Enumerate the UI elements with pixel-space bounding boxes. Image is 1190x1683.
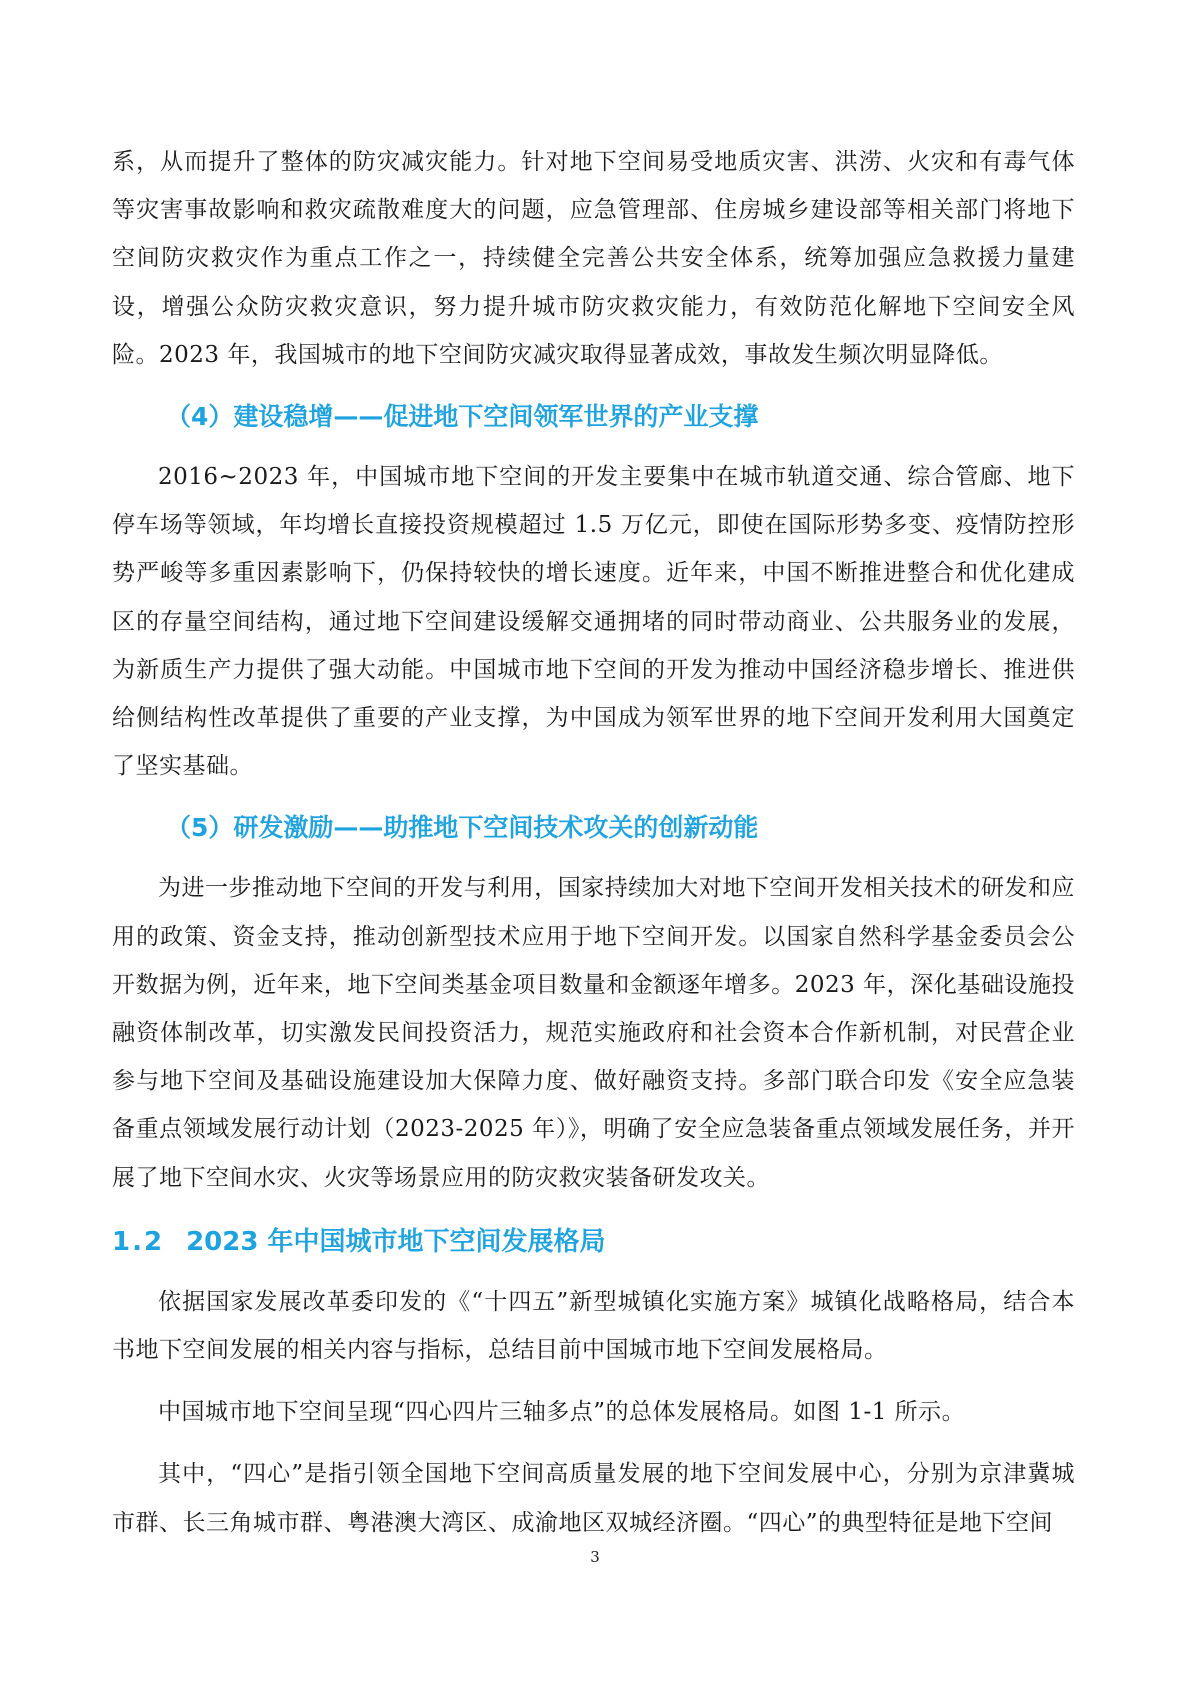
page-number: 3 (590, 1548, 600, 1566)
paragraph-rd-incentive: 为进一步推动地下空间的开发与利用，国家持续加大对地下空间开发相关技术的研发和应用的政策、资金支持，推动创新型技术应用于地下空间开发。以国家自然科学基金委员会公开数据为例，近年来，地下空间类基金项目数量和金额逐年增多。2023 年，深化基础设施投融资体制改革，切实激发民间投资活力，规范实施政府和社会资本合作新机制，对民营企业参与地下空间及基础设施建设加大保障力度、做好融资支持。多部门联合印发《安全应急装备重点领域发展行动计划（2023-2025 年）》，明确了安全应急装备重点领域发展任务，并开展了地下空间水灾、火灾等场景应用的防灾救灾装备研发攻关。 (112, 875, 1075, 1191)
document-page (112, 138, 1075, 1547)
heading-rd-incentive: （5）研发激励——助推地下空间技术攻关的创新动能 (166, 813, 759, 843)
section-title: 2023 年中国城市地下空间发展格局 (186, 1226, 606, 1257)
paragraph-disaster-prevention: 系，从而提升了整体的防灾减灾能力。针对地下空间易受地质灾害、洪涝、火灾和有毒气体等灾害事故影响和救灾疏散难度大的问题，应急管理部、住房城乡建设部等相关部门将地下空间防灾救灾作为重点工作之一，持续健全完善公共安全体系，统筹加强应急救援力量建设，增强公众防灾救灾意识，努力提升城市防灾救灾能力，有效防范化解地下空间安全风险。2023 年，我国城市的地下空间防灾减灾取得显著成效，事故发生频次明显降低。 (112, 149, 1075, 368)
paragraph-overall-pattern: 中国城市地下空间呈现“四心四片三轴多点”的总体发展格局。如图 1-1 所示。 (158, 1399, 966, 1426)
section-number: 1.2 (112, 1226, 165, 1257)
paragraph-construction-growth: 2016~2023 年，中国城市地下空间的开发主要集中在城市轨道交通、综合管廊、地下停车场等领域，年均增长直接投资规模超过 1.5 万亿元，即使在国际形势多变、疫情防控形势严峻等多重因素影响下，仍保持较快的增长速度。近年来，中国不断推进整合和优化建成区的存量空间结构，通过地下空间建设缓解交通拥堵的同时带动商业、公共服务业的发展，为新质生产力提供了强大动能。中国城市地下空间的开发为推动中国经济稳步增长、推进供给侧结构性改革提供了重要的产业支撑，为中国成为领军世界的地下空间开发利用大国奠定了坚实基础。 (112, 464, 1075, 780)
paragraph-layout-basis: 依据国家发展改革委印发的《“十四五”新型城镇化实施方案》城镇化战略格局，结合本书地下空间发展的相关内容与指标，总结目前中国城市地下空间发展格局。 (112, 1288, 1075, 1364)
paragraph-four-centers: 其中，“四心”是指引领全国地下空间高质量发展的地下空间发展中心，分别为京津冀城市群、长三角城市群、粤港澳大湾区、成渝地区双城经济圈。“四心”的典型特征是地下空间 (112, 1461, 1075, 1536)
section-heading-1-2 (112, 1224, 1075, 1260)
heading-construction-growth: （4）建设稳增——促进地下空间领军世界的产业支撑 (166, 402, 759, 432)
